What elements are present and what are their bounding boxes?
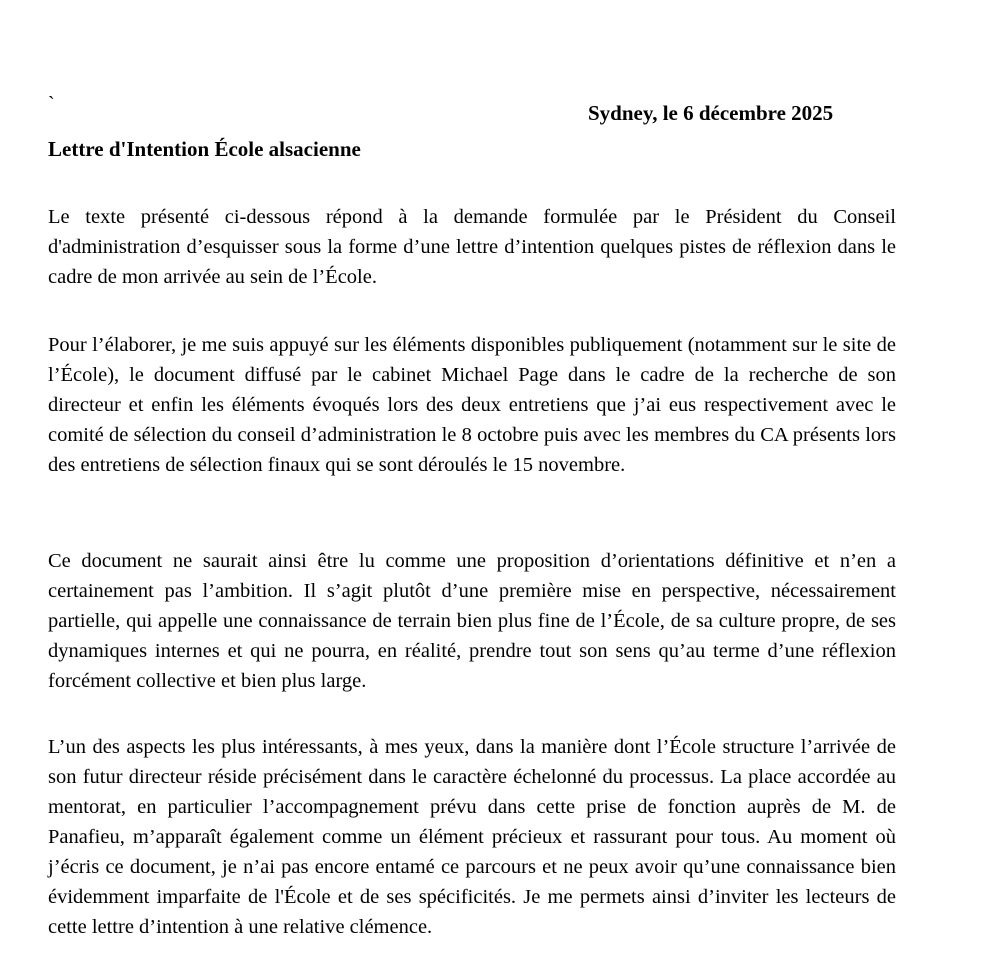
paragraph-1: Le texte présenté ci-dessous répond à la demande formulée par le Président du Conseil d'administration d’esquisser sous la forme d’une lettre d’intention quelques pistes de réflexion dans le cadre de mon arrivée au sein de l’École. — [48, 206, 896, 288]
paragraph-3: Ce document ne saurait ainsi être lu comme une proposition d’orientations définitive et n’en a certainement pas l’ambition. Il s’agit plutôt d’une première mise en perspective, nécessairement partielle, qui appelle une connaissance de terrain bien plus fine de l’École, de sa culture propre, de ses dynamiques internes et qui ne pourra, en réalité, prendre tout son sens qu’au terme d’une réflexion forcément collective et bien plus large. — [48, 550, 896, 692]
stray-mark: ` — [48, 93, 55, 115]
letter-title: Lettre d'Intention École alsacienne — [48, 137, 361, 161]
paragraph-4: L’un des aspects les plus intéressants, à mes yeux, dans la manière dont l’École structure l’arrivée de son futur directeur réside précisément dans le caractère échelonné du processus. La place accordée au mentorat, en particulier l’accompagnement prévu dans cette prise de fonction auprès de M. de Panafieu, m’apparaît également comme un élément précieux et rassurant pour tous. Au moment où j’écris ce document, je n’ai pas encore entamé ce parcours et ne peux avoir qu’une connaissance bien évidemment imparfaite de l'École et de ses spécificités. Je me permets ainsi d’inviter les lecteurs de cette lettre d’intention à une relative clémence. — [48, 736, 896, 938]
paragraph-2: Pour l’élaborer, je me suis appuyé sur les éléments disponibles publiquement (notamment sur le site de l’École), le document diffusé par le cabinet Michael Page dans le cadre de la recherche de son directeur et enfin les éléments évoqués lors des deux entretiens que j’ai eus respectivement avec le comité de sélection du conseil d’administration le 8 octobre puis avec les membres du CA présents lors des entretiens de sélection finaux qui se sont déroulés le 15 novembre. — [48, 334, 896, 476]
letter-date: Sydney, le 6 décembre 2025 — [588, 101, 834, 125]
